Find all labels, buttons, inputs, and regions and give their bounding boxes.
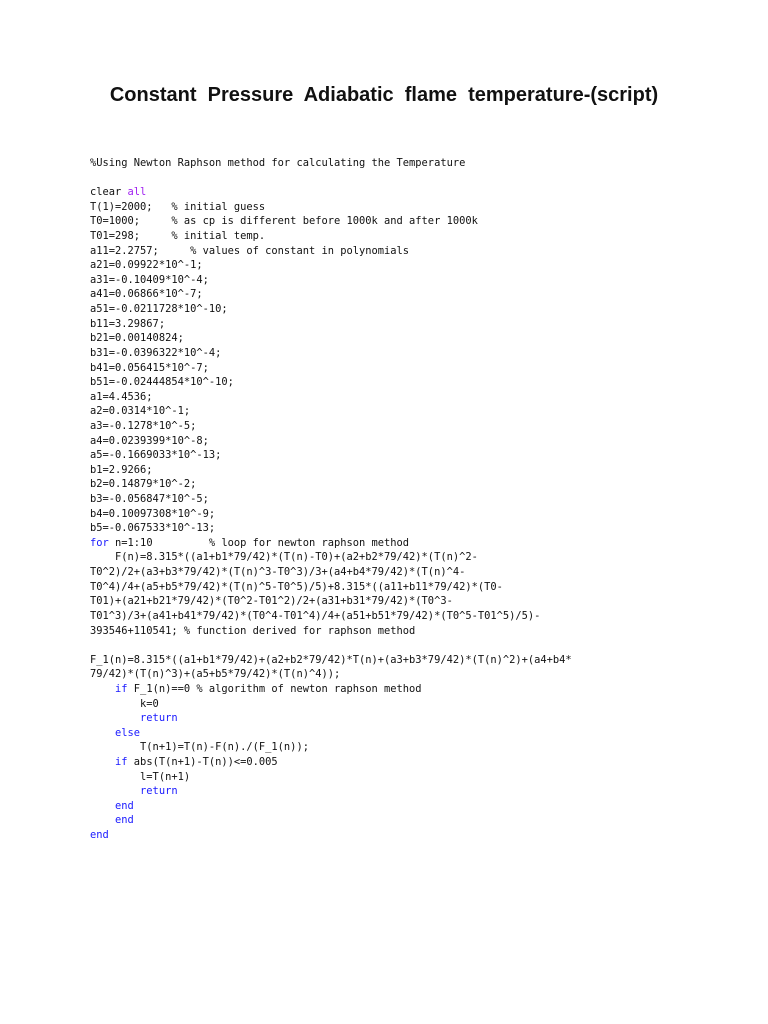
code-line	[90, 200, 750, 215]
code-text: 393546+110541; % function derived for raphson method	[90, 624, 416, 637]
code-line	[90, 214, 750, 229]
code-text	[90, 712, 140, 724]
code-keyword: end	[115, 799, 134, 812]
code-line	[90, 594, 750, 609]
code-line	[90, 828, 750, 843]
code-text	[90, 683, 115, 695]
code-text: b31=-0.0396322*10^-4;	[90, 346, 222, 359]
code-keyword: return	[140, 712, 178, 725]
code-text	[90, 800, 115, 812]
code-line	[90, 550, 750, 565]
code-text: F_1(n)=8.315*((a1+b1*79/42)+(a2+b2*79/42)*T(n)+(a3+b3*79/42)*(T(n)^2)+(a4+b4*	[90, 653, 572, 666]
code-line	[90, 667, 750, 682]
code-text: T01^3)/3+(a41+b41*79/42)*(T0^4-T01^4)/4+(a51+b51*79/42)*(T0^5-T01^5)/5)-	[90, 609, 541, 622]
code-text: %Using Newton Raphson method for calculating the Temperature	[90, 157, 466, 169]
code-line	[90, 492, 750, 507]
code-line	[90, 784, 750, 799]
code-keyword: if	[115, 682, 128, 695]
code-line	[90, 565, 750, 580]
code-line	[90, 273, 750, 288]
code-line	[90, 185, 750, 200]
code-listing	[90, 156, 750, 843]
code-text: b5=-0.067533*10^-13;	[90, 522, 216, 535]
code-text: F_1(n)==0 % algorithm of newton raphson method	[127, 682, 422, 695]
code-line	[90, 609, 750, 624]
code-line	[90, 638, 750, 653]
code-line	[90, 390, 750, 405]
code-text: F(n)=8.315*((a1+b1*79/42)*(T(n)-T0)+(a2+b2*79/42)*(T(n)^2-	[90, 551, 478, 564]
code-line	[90, 653, 750, 668]
code-keyword: for	[90, 536, 109, 549]
code-text: b21=0.00140824;	[90, 332, 184, 345]
code-text: b4=0.10097308*10^-9;	[90, 507, 216, 520]
code-line	[90, 434, 750, 449]
code-line	[90, 171, 750, 186]
code-line	[90, 755, 750, 770]
code-keyword: end	[90, 829, 109, 842]
code-text: a51=-0.0211728*10^-10;	[90, 303, 228, 316]
code-text: T01)+(a21+b21*79/42)*(T0^2-T01^2)/2+(a31+b31*79/42)*(T0^3-	[90, 595, 453, 608]
code-text: T(1)=2000; % initial guess	[90, 200, 266, 213]
code-string: all	[127, 186, 147, 199]
code-text: a4=0.0239399*10^-8;	[90, 434, 209, 447]
code-text: a21=0.09922*10^-1;	[90, 259, 203, 272]
code-text	[90, 727, 115, 739]
code-line	[90, 258, 750, 273]
code-line	[90, 156, 750, 171]
code-text: clear	[90, 186, 128, 199]
code-text: T01=298; % initial temp.	[90, 230, 266, 243]
code-text: b3=-0.056847*10^-5;	[90, 493, 209, 506]
code-line	[90, 521, 750, 536]
code-line	[90, 477, 750, 492]
code-line	[90, 507, 750, 522]
code-text: b2=0.14879*10^-2;	[90, 478, 197, 491]
code-keyword: if	[115, 755, 128, 768]
code-text	[90, 814, 115, 826]
code-line	[90, 624, 750, 639]
code-text: 79/42)*(T(n)^3)+(a5+b5*79/42)*(T(n)^4));	[90, 668, 341, 681]
document-title: Constant Pressure Adiabatic flame temperature-(script)	[109, 84, 659, 106]
code-text: a2=0.0314*10^-1;	[90, 405, 191, 418]
code-keyword: return	[140, 785, 178, 798]
code-line	[90, 302, 750, 317]
code-line	[90, 287, 750, 302]
code-line	[90, 711, 750, 726]
code-line	[90, 404, 750, 419]
code-line	[90, 697, 750, 712]
code-text: T0^4)/4+(a5+b5*79/42)*(T(n)^5-T0^5)/5)+8.315*((a11+b11*79/42)*(T0-	[90, 580, 503, 593]
code-line	[90, 682, 750, 697]
code-line	[90, 317, 750, 332]
code-line	[90, 770, 750, 785]
code-line	[90, 229, 750, 244]
code-text: l=T(n+1)	[90, 770, 191, 783]
code-line	[90, 346, 750, 361]
code-text: b11=3.29867;	[90, 317, 166, 330]
code-text: a3=-0.1278*10^-5;	[90, 419, 197, 432]
code-line	[90, 799, 750, 814]
code-line	[90, 580, 750, 595]
code-text: T(n+1)=T(n)-F(n)./(F_1(n));	[90, 741, 309, 754]
code-line	[90, 536, 750, 551]
code-text: b41=0.056415*10^-7;	[90, 361, 209, 374]
code-line	[90, 463, 750, 478]
code-text: T0=1000; % as cp is different before 1000k and after 1000k	[90, 215, 478, 228]
code-line	[90, 813, 750, 828]
code-text: T0^2)/2+(a3+b3*79/42)*(T(n)^3-T0^3)/3+(a4+b4*79/42)*(T(n)^4-	[90, 566, 466, 579]
code-text: a31=-0.10409*10^-4;	[90, 273, 209, 286]
code-text	[90, 756, 115, 768]
code-text: b1=2.9266;	[90, 463, 153, 476]
code-line	[90, 244, 750, 259]
code-text: abs(T(n+1)-T(n))<=0.005	[127, 755, 278, 768]
code-text: b51=-0.02444854*10^-10;	[90, 376, 234, 389]
code-line	[90, 361, 750, 376]
code-text: a5=-0.1669033*10^-13;	[90, 449, 222, 462]
code-line	[90, 375, 750, 390]
code-text: k=0	[90, 697, 159, 710]
code-text	[90, 785, 140, 797]
code-line	[90, 726, 750, 741]
code-line	[90, 448, 750, 463]
code-keyword: end	[115, 814, 134, 827]
code-text: n=1:10 % loop for newton raphson method	[108, 536, 410, 549]
code-keyword: else	[115, 726, 141, 739]
code-line	[90, 331, 750, 346]
code-text: a11=2.2757; % values of constant in polynomials	[90, 244, 410, 257]
code-text: a41=0.06866*10^-7;	[90, 288, 203, 301]
code-text: a1=4.4536;	[90, 390, 153, 403]
code-line	[90, 419, 750, 434]
code-line	[90, 740, 750, 755]
